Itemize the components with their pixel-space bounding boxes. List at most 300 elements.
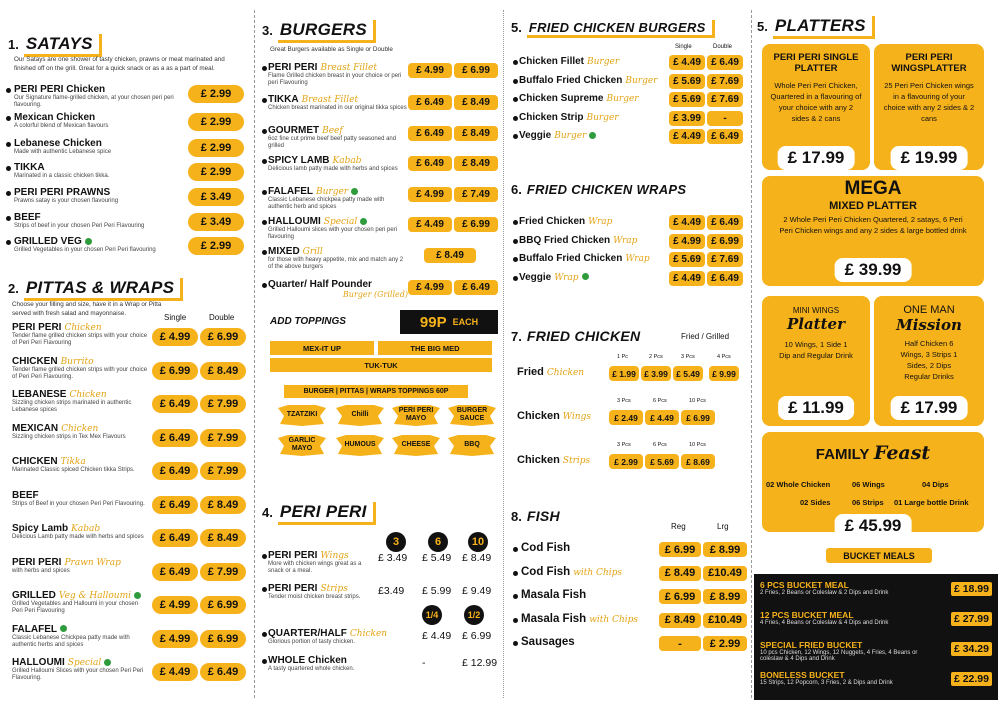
sauce-label: GARLIC MAYO xyxy=(288,437,316,452)
mega-platter-card: MEGA MIXED PLATTER 2 Whole Peri Peri Chicken Quartered, 2 satays, 6 Peri Peri Chicken wings and any 2 sides & large bottled drink £ 39.99 xyxy=(762,176,984,286)
fried-chicken-price: £ 4.49 xyxy=(645,410,679,425)
item-name: Fried Chicken Wrap xyxy=(519,216,613,227)
item-accent: Veg & Halloumi xyxy=(58,591,131,601)
bucket-meals-title: BUCKET MEALS xyxy=(826,548,932,563)
fcburgers-item xyxy=(519,130,596,141)
item-accent: Burger xyxy=(554,131,587,141)
item-name: PERI PERI Strips xyxy=(268,583,348,594)
item-desc: Our Signature flame-grilled chicken, at your chosen peri peri flavouring. xyxy=(14,95,174,108)
fish-col-lrg: Lrg xyxy=(717,522,729,531)
fried-chicken-price: £ 5.49 xyxy=(673,366,703,381)
item-desc: for those with heavy appetite, mix and match any 2 of the above burgers xyxy=(268,257,404,270)
bucket-price: £ 34.29 xyxy=(951,642,992,656)
pittas-intro: Choose your filling and size, have it in a Wrap or Pitta served with fresh salad and mayonnaise. xyxy=(12,301,162,317)
fried-chicken-price: £ 6.99 xyxy=(681,410,715,425)
pitta-double-price: £ 6.49 xyxy=(200,663,246,681)
topping-tuk-tuk: TUK-TUK xyxy=(270,358,492,372)
badge-3: 3 xyxy=(386,532,406,552)
fcburgers-item xyxy=(519,93,639,104)
item-name: PERI PERI Wings xyxy=(268,550,349,561)
bullet-icon xyxy=(262,220,267,225)
satay-item xyxy=(14,236,184,254)
item-accent: Burger xyxy=(606,94,639,104)
bullet-icon xyxy=(262,129,267,134)
item-accent: Burger xyxy=(625,75,658,86)
bucket-price: £ 22.99 xyxy=(951,672,992,686)
fcwraps-item xyxy=(519,253,650,264)
pitta-single-price: £ 6.49 xyxy=(152,462,198,480)
pitta-double-price: £ 7.99 xyxy=(200,395,246,413)
bucket-desc: 10 pcs Chicken, 12 Wings, 12 Nuggets, 4 Fries, 4 Beans or coleslaw & 4 Dips and Drink xyxy=(760,650,918,662)
item-name: Buffalo Fried Chicken Wrap xyxy=(519,253,650,264)
fried-chicken-row xyxy=(517,366,584,378)
pitta-double-price: £ 7.99 xyxy=(200,462,246,480)
pitta-single-price: £ 6.49 xyxy=(152,496,198,514)
vegetarian-icon xyxy=(104,659,111,666)
item-name: FALAFEL xyxy=(12,624,150,635)
sauce-item xyxy=(334,402,386,428)
satay-price: £ 2.99 xyxy=(188,113,244,131)
bullet-icon xyxy=(262,159,267,164)
item-accent: Chicken xyxy=(61,423,99,434)
fcburgers-single-price: £ 4.49 xyxy=(669,129,705,144)
burger-item xyxy=(268,279,408,299)
fried-chicken-price: £ 3.99 xyxy=(641,366,671,381)
item-name: BBQ Fried Chicken Wrap xyxy=(519,234,638,246)
item-desc: 6oz fine cut prime beef beef patty seasoned and grilled xyxy=(268,136,397,149)
item-name: Spicy Lamb Kabab xyxy=(12,523,101,534)
bucket-price: £ 27.99 xyxy=(951,612,992,626)
bullet-icon xyxy=(262,632,267,637)
bucket-item xyxy=(760,640,992,662)
bullet-icon xyxy=(262,190,267,195)
fried-chicken-row xyxy=(517,410,591,422)
item-name: Sausages xyxy=(521,636,575,648)
fish-item xyxy=(521,542,570,554)
pitta-item xyxy=(12,590,150,615)
pitta-item xyxy=(12,456,150,474)
section-title-fc-wraps: 6. FRIED CHICKEN WRAPS xyxy=(511,182,687,197)
item-name: Chicken Supreme Burger xyxy=(519,93,639,104)
vegetarian-icon xyxy=(60,625,67,632)
fcwraps-item xyxy=(519,216,612,227)
vegetarian-icon xyxy=(582,273,589,280)
item-name: HALLOUMI Special xyxy=(12,657,150,668)
pitta-double-price: £ 6.99 xyxy=(200,596,246,614)
periperi-price: £ 5.99 xyxy=(422,585,452,597)
item-accent: Grill xyxy=(302,247,323,257)
item-name: Cod Fish xyxy=(521,542,571,554)
item-desc: Tender flame grilled chicken strips with your choice of Peri Peri Flavouring. xyxy=(12,366,148,380)
vegetarian-icon xyxy=(351,188,358,195)
periperi-price: £ 6.99 xyxy=(462,630,492,642)
fcwraps-single-price: £ 4.99 xyxy=(669,234,705,249)
burger-price: £ 8.49 xyxy=(424,248,476,263)
item-accent: Wings xyxy=(562,412,591,422)
bullet-icon xyxy=(513,594,518,599)
burger-item xyxy=(268,94,408,112)
fried-chicken-price: £ 8.69 xyxy=(681,454,715,469)
satay-item xyxy=(14,162,184,180)
pitta-item xyxy=(12,322,150,347)
fried-chicken-price: £ 9.99 xyxy=(709,366,739,381)
bullet-icon xyxy=(262,250,267,255)
fcwraps-single-price: £ 4.49 xyxy=(669,271,705,286)
sauce-item xyxy=(334,432,386,458)
piece-count: 10 Pcs xyxy=(689,442,706,448)
burger-single-price: £ 4.99 xyxy=(408,280,452,295)
burger-single-price: £ 6.49 xyxy=(408,95,452,110)
topping-mex-it-up: MEX-IT UP xyxy=(270,341,374,355)
fried-chicken-row xyxy=(517,454,590,466)
bullet-icon xyxy=(262,554,267,559)
piece-count: 3 Pcs xyxy=(617,398,631,404)
pitta-item xyxy=(12,423,150,441)
bullet-icon xyxy=(513,79,518,84)
satays-intro: Our Satays are one shower of tasty chicken, prawns or meat marinated and finished off on the grill. Great for a quick snack or as a as a part of meal. xyxy=(14,56,225,72)
fcburgers-item xyxy=(519,56,619,67)
satay-price: £ 3.49 xyxy=(188,188,244,206)
item-tag: Burger (Grilled) xyxy=(342,290,408,299)
fish-reg-price: - xyxy=(659,636,701,651)
item-accent: with Chips xyxy=(589,614,638,625)
burger-double-price: £ 8.49 xyxy=(454,126,498,141)
item-accent: Burger xyxy=(316,187,349,197)
fcb-col-single: Single xyxy=(675,44,692,50)
sauce-item xyxy=(276,402,328,428)
burger-double-price: £ 6.99 xyxy=(454,63,498,78)
pitta-single-price: £ 6.49 xyxy=(152,529,198,547)
item-name: PERI PERI Chicken xyxy=(14,84,106,95)
item-desc: Sizzling chicken strips marinated in authentic Lebanese spices xyxy=(12,400,132,413)
sauce-label: TZATZIKI xyxy=(286,411,318,418)
pitta-item xyxy=(12,657,150,682)
burger-item xyxy=(268,186,408,211)
item-accent: Prawn Wrap xyxy=(64,557,121,568)
burger-item xyxy=(268,125,408,150)
periperi-price: £ 4.49 xyxy=(422,630,452,642)
pitta-single-price: £ 4.99 xyxy=(152,630,198,648)
item-accent: Chicken xyxy=(69,390,107,400)
fcburgers-single-price: £ 4.49 xyxy=(669,55,705,70)
item-desc: Tender moist chicken breast strips. xyxy=(268,594,361,600)
fish-lrg-price: £ 2.99 xyxy=(703,636,747,651)
piece-count: 2 Pcs xyxy=(649,354,663,360)
bullet-icon xyxy=(6,88,11,93)
bullet-icon xyxy=(513,618,518,623)
sauce-item xyxy=(446,402,498,428)
bucket-desc: 2 Fries, 2 Beans or Coleslaw & 2 Dips and Drink xyxy=(760,590,889,596)
sauce-item xyxy=(276,432,328,458)
fcburgers-single-price: £ 5.69 xyxy=(669,92,705,107)
fcburgers-item xyxy=(519,75,657,86)
fcwraps-double-price: £ 6.49 xyxy=(707,215,743,230)
item-name: Veggie Wrap xyxy=(519,272,589,283)
section-title-platters: 5. PLATTERS xyxy=(757,16,875,39)
periperi-item xyxy=(268,583,376,601)
item-name: MEXICAN Chicken xyxy=(12,422,99,434)
vegetarian-icon xyxy=(589,132,596,139)
sauce-label: PERI PERI MAYO xyxy=(398,407,434,422)
item-desc: with herbs and spices xyxy=(12,567,70,574)
wings-platter-card: PERI PERI WINGSPLATTER 25 Peri Peri Chicken wings in a flavouring of your choice with any 2 sides & 2 cans £ 19.99 xyxy=(874,44,984,170)
item-accent: Strips xyxy=(562,456,591,466)
fish-reg-price: £ 6.99 xyxy=(659,589,701,604)
bullet-icon xyxy=(513,97,518,102)
item-name: GOURMET Beef xyxy=(268,125,343,136)
item-accent: with Chips xyxy=(573,567,622,578)
item-desc: Marinated Classic spiced Chicken tikka Strips. xyxy=(12,467,135,473)
section-title-fish: 8. FISH xyxy=(511,508,560,524)
pittas-col-single: Single xyxy=(164,313,187,322)
item-accent: Chicken xyxy=(349,629,388,639)
item-accent: Burrito xyxy=(60,356,94,367)
item-desc: Grilled Vegetables in your chosen Peri Peri flavouring xyxy=(14,247,156,253)
piece-count: 3 Pcs xyxy=(681,354,695,360)
item-desc: A tasty quartered whole chicken. xyxy=(268,666,355,672)
item-name: CHICKEN Tikka xyxy=(12,456,86,467)
mini-wings-card: MINI WINGS Platter 10 Wings, 1 Side 1 Dip and Regular Drink £ 11.99 xyxy=(762,296,870,426)
bullet-icon xyxy=(513,571,518,576)
bucket-desc: 4 Fries, 4 Beans or Coleslaw & 4 Dips and Drink xyxy=(760,620,889,626)
item-name: Quarter/ Half Pounder xyxy=(268,279,372,290)
item-accent: Special xyxy=(67,658,102,668)
item-name: CHICKEN Burrito xyxy=(12,355,94,367)
pitta-single-price: £ 6.99 xyxy=(152,362,198,380)
fried-chicken-price: £ 1.99 xyxy=(609,366,639,381)
pitta-item xyxy=(12,557,150,575)
item-desc: Grilled Halloumi slices with your chosen peri peri flavouring xyxy=(268,227,398,240)
item-name: TIKKA xyxy=(14,162,45,173)
fcburgers-item xyxy=(519,112,619,123)
item-name: PERI PERI Chicken xyxy=(12,322,102,333)
satay-item xyxy=(14,138,184,156)
fish-item xyxy=(521,589,586,601)
item-accent: Breast Fillet xyxy=(301,95,359,105)
bullet-icon xyxy=(262,66,267,71)
item-desc: Sizzling chicken strips in Tex Mex Flavours xyxy=(12,433,126,440)
fish-reg-price: £ 8.49 xyxy=(659,566,701,581)
periperi-item xyxy=(268,655,376,673)
item-desc: Strips of Beef in your chosen Peri Peri Flavouring. xyxy=(12,500,145,507)
fried-chicken-price: £ 5.69 xyxy=(645,454,679,469)
satay-item xyxy=(14,212,184,230)
satay-price: £ 3.49 xyxy=(188,213,244,231)
item-name: Chicken Wings xyxy=(517,410,591,422)
item-name: Veggie Burger xyxy=(519,130,596,141)
fcburgers-single-price: £ 5.69 xyxy=(669,74,705,89)
periperi-price: - xyxy=(422,657,426,669)
item-accent: Special xyxy=(323,217,358,227)
item-name: LEBANESE Chicken xyxy=(12,389,107,400)
fcwraps-item xyxy=(519,235,637,246)
satay-price: £ 2.99 xyxy=(188,139,244,157)
sauce-label: HUMOUS xyxy=(344,441,376,448)
pitta-item xyxy=(12,490,150,508)
burger-item xyxy=(268,62,408,87)
item-name: QUARTER/HALF Chicken xyxy=(268,628,388,639)
fish-lrg-price: £10.49 xyxy=(703,566,747,581)
item-accent: Kabab xyxy=(332,156,362,166)
burger-single-price: £ 6.49 xyxy=(408,156,452,171)
wraps-toppings-header: BURGER | PITTAS | WRAPS TOPPINGS 60P xyxy=(284,385,468,398)
burger-double-price: £ 7.49 xyxy=(454,187,498,202)
item-desc: A colorful blend of Mexican flavours xyxy=(14,123,109,129)
sauce-label: BBQ xyxy=(464,441,480,448)
burger-item xyxy=(268,216,408,241)
bullet-icon xyxy=(262,587,267,592)
pitta-double-price: £ 6.99 xyxy=(200,328,246,346)
single-platter-card: PERI PERI SINGLE PLATTER Whole Peri Peri Chicken, Quartered in a flavouring of your choice with any 2 sides & 2 cans £ 17.99 xyxy=(762,44,870,170)
bullet-icon xyxy=(262,283,267,288)
periperi-item xyxy=(268,550,376,575)
item-name: PERI PERI Prawn Wrap xyxy=(12,556,121,568)
piece-count: 10 Pcs xyxy=(689,398,706,404)
pittas-col-double: Double xyxy=(209,313,235,322)
fried-chicken-price: £ 2.49 xyxy=(609,410,643,425)
bullet-icon xyxy=(513,257,518,262)
item-name: Chicken Strips xyxy=(517,454,591,466)
burgers-intro: Great Burgers available as Single or Double xyxy=(270,46,393,53)
item-name: MIXED Grill xyxy=(268,246,323,257)
item-desc: Made with authentic Lebanese spice xyxy=(14,149,112,155)
item-name: PERI PERI Breast Fillet xyxy=(268,62,377,73)
one-man-card: ONE MAN Mission Half Chicken 6 Wings, 3 Strips 1 Sides, 2 Dips Regular Drinks £ 17.99 xyxy=(874,296,984,426)
vegetarian-icon xyxy=(360,218,367,225)
section-title-fc-burgers: 5. FRIED CHICKEN BURGERS xyxy=(511,20,715,38)
family-feast-card: FAMILY Feast 02 Whole Chicken 06 Wings 04 Dips 02 Sides 06 Strips 01 Large bottle Drink £ 45.99 xyxy=(762,432,984,532)
burger-item xyxy=(268,155,408,173)
item-accent: Strips xyxy=(320,584,348,594)
section-title-periperi: 4. PERI PERI xyxy=(262,502,376,525)
bullet-icon xyxy=(513,547,518,552)
bullet-icon xyxy=(6,142,11,147)
pitta-double-price: £ 8.49 xyxy=(200,529,246,547)
bullet-icon xyxy=(262,98,267,103)
pitta-double-price: £ 7.99 xyxy=(200,563,246,581)
periperi-price: £ 9.49 xyxy=(462,585,492,597)
piece-count: 6 Pcs xyxy=(653,442,667,448)
item-desc: More with chicken wings great as a snack or a meal. xyxy=(268,561,362,574)
item-name: GRILLED Veg & Halloumi xyxy=(12,590,150,601)
bucket-name: 12 PCS BUCKET MEAL xyxy=(760,610,854,620)
sauce-label: Chilli xyxy=(351,411,369,418)
item-desc: Delicious lamb patty made with herbs and spices xyxy=(268,166,398,172)
item-accent: Wings xyxy=(320,551,349,561)
item-desc: Classic Lebanese chickpea patty made with authentic herb and spices xyxy=(268,197,385,210)
pitta-item xyxy=(12,624,150,649)
item-accent: Wrap xyxy=(625,254,650,264)
pitta-single-price: £ 4.49 xyxy=(152,663,198,681)
item-name: TIKKA Breast Fillet xyxy=(268,94,359,105)
item-accent: Beef xyxy=(322,126,343,136)
item-desc: Glorious portion of tasty chicken. xyxy=(268,639,356,645)
fish-lrg-price: £ 8.99 xyxy=(703,542,747,557)
item-accent: Burger xyxy=(586,112,619,123)
section-title-pittas: 2. PITTAS & WRAPS xyxy=(8,278,183,301)
burger-single-price: £ 6.49 xyxy=(408,126,452,141)
bucket-item xyxy=(760,580,992,596)
item-name: Mexican Chicken xyxy=(14,112,96,123)
burger-double-price: £ 8.49 xyxy=(454,156,498,171)
bullet-icon xyxy=(513,134,518,139)
fcwraps-item xyxy=(519,272,589,283)
fish-reg-price: £ 8.49 xyxy=(659,613,701,628)
bucket-meals-panel xyxy=(754,574,998,700)
fish-item xyxy=(521,566,622,578)
fcburgers-double-price: £ 6.49 xyxy=(707,55,743,70)
badge-quarter: 1/4 xyxy=(422,605,442,625)
fish-lrg-price: £ 8.99 xyxy=(703,589,747,604)
bucket-item xyxy=(760,610,992,626)
fish-reg-price: £ 6.99 xyxy=(659,542,701,557)
satay-price: £ 2.99 xyxy=(188,237,244,255)
bullet-icon xyxy=(513,276,518,281)
section-title-burgers: 3. BURGERS xyxy=(262,20,376,43)
item-accent: Kabab xyxy=(71,524,101,534)
item-accent: Burger xyxy=(587,57,620,67)
item-desc: Flame Grilled chicken breast in your choice or peri peri Flavouring xyxy=(268,73,402,86)
fish-item xyxy=(521,636,575,648)
pitta-double-price: £ 6.99 xyxy=(200,630,246,648)
bucket-price: £ 18.99 xyxy=(951,582,992,596)
toppings-label: ADD TOPPINGS xyxy=(270,316,346,327)
item-name: Buffalo Fried Chicken Burger xyxy=(519,74,658,86)
pitta-single-price: £ 4.99 xyxy=(152,328,198,346)
bullet-icon xyxy=(6,116,11,121)
bullet-icon xyxy=(513,641,518,646)
burger-single-price: £ 4.99 xyxy=(408,63,452,78)
column-platters xyxy=(752,0,1000,708)
fcburgers-double-price: - xyxy=(707,111,743,126)
periperi-price: £ 3.49 xyxy=(378,552,408,564)
bullet-icon xyxy=(6,191,11,196)
fcb-col-double: Double xyxy=(713,44,733,50)
fcwraps-double-price: £ 7.69 xyxy=(707,252,743,267)
item-name: Chicken Strip Burger xyxy=(519,111,619,123)
item-desc: Prawns satay is your chosen flavouring xyxy=(14,198,119,204)
bucket-name: SPECIAL FRIED BUCKET xyxy=(760,640,863,650)
vegetarian-icon xyxy=(85,238,92,245)
burger-double-price: £ 6.99 xyxy=(454,217,498,232)
pitta-double-price: £ 8.49 xyxy=(200,362,246,380)
periperi-price: £3.49 xyxy=(378,585,405,597)
bucket-name: 6 PCS BUCKET MEAL xyxy=(760,580,849,590)
item-accent: Wrap xyxy=(613,235,638,246)
fish-lrg-price: £10.49 xyxy=(703,613,747,628)
item-name: WHOLE Chicken xyxy=(268,655,347,666)
pitta-double-price: £ 8.49 xyxy=(200,496,246,514)
sauce-label: CHEESE xyxy=(401,441,431,448)
burger-single-price: £ 4.99 xyxy=(408,187,452,202)
section-title-satays: 1. SATAYS xyxy=(8,34,102,57)
item-name: SPICY LAMB Kabab xyxy=(268,155,362,166)
item-name: PERI PERI PRAWNS xyxy=(14,187,111,198)
bullet-icon xyxy=(6,216,11,221)
item-desc: Strips of beef in your chosen Peri Peri Flavouring xyxy=(14,223,145,229)
vegetarian-icon xyxy=(134,592,141,599)
item-name: Masala Fish xyxy=(521,589,587,601)
item-desc: Tender flame grilled chicken strips with your choice of Peri Peri Flavouring xyxy=(12,333,148,346)
item-desc: Grilled Vegetables and Halloumi in your chosen Peri Peri Flavouring xyxy=(12,601,139,614)
item-accent: Tikka xyxy=(60,457,86,467)
item-name: Fried Chicken xyxy=(517,366,585,378)
item-name: Chicken Fillet Burger xyxy=(519,56,620,67)
item-accent: Chicken xyxy=(64,323,102,333)
fcburgers-double-price: £ 6.49 xyxy=(707,129,743,144)
piece-count: 6 Pcs xyxy=(653,398,667,404)
satay-item xyxy=(14,187,184,205)
